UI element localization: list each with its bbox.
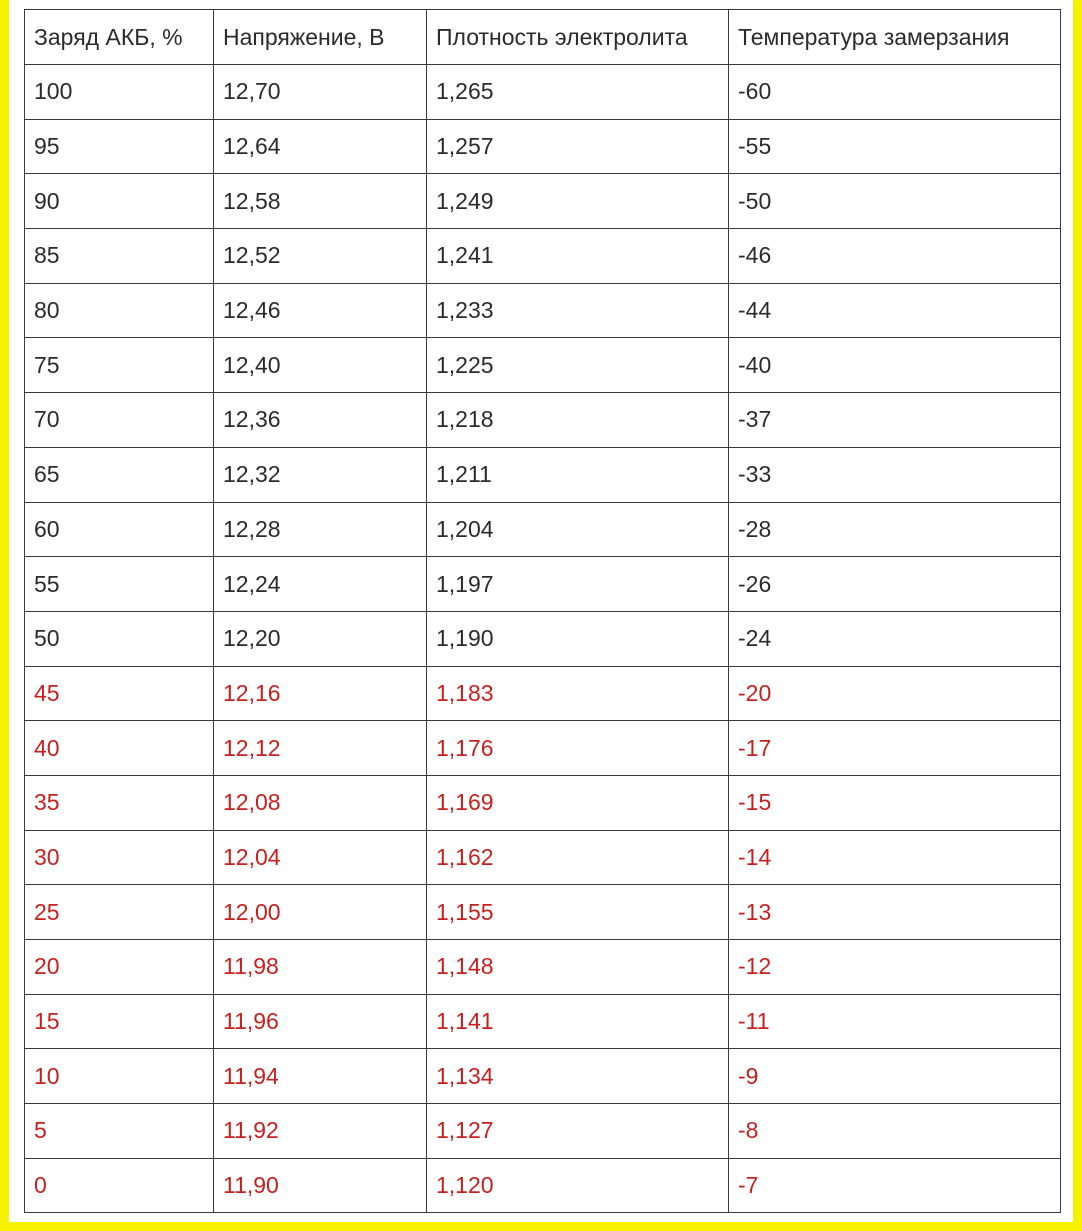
cell-density: 1,218 [427, 393, 729, 448]
cell-voltage: 11,92 [214, 1104, 427, 1159]
cell-charge: 75 [25, 338, 214, 393]
cell-density: 1,127 [427, 1104, 729, 1159]
cell-charge: 0 [25, 1158, 214, 1213]
cell-charge: 35 [25, 775, 214, 830]
yellow-bordered-frame [9, 0, 1073, 1222]
cell-voltage: 12,16 [214, 666, 427, 721]
cell-density: 1,176 [427, 721, 729, 776]
cell-charge: 25 [25, 885, 214, 940]
cell-charge: 40 [25, 721, 214, 776]
table-row [25, 611, 1061, 666]
header-freeze-temp: Температура замерзания [729, 10, 1061, 65]
cell-voltage: 11,98 [214, 940, 427, 995]
cell-freeze-temp: -60 [729, 65, 1061, 120]
cell-freeze-temp: -55 [729, 119, 1061, 174]
cell-freeze-temp: -17 [729, 721, 1061, 776]
cell-density: 1,155 [427, 885, 729, 940]
cell-freeze-temp: -28 [729, 502, 1061, 557]
cell-freeze-temp: -33 [729, 447, 1061, 502]
cell-density: 1,225 [427, 338, 729, 393]
cell-voltage: 12,46 [214, 283, 427, 338]
cell-freeze-temp: -11 [729, 994, 1061, 1049]
cell-density: 1,162 [427, 830, 729, 885]
battery-charge-table [24, 9, 1061, 1213]
table-row [25, 229, 1061, 284]
table-row [25, 338, 1061, 393]
cell-freeze-temp: -24 [729, 611, 1061, 666]
cell-charge: 30 [25, 830, 214, 885]
table-row [25, 940, 1061, 995]
cell-voltage: 12,64 [214, 119, 427, 174]
table-body [25, 65, 1061, 1213]
cell-density: 1,211 [427, 447, 729, 502]
table-row [25, 830, 1061, 885]
table-row [25, 721, 1061, 776]
table-row [25, 775, 1061, 830]
table-row [25, 119, 1061, 174]
cell-density: 1,197 [427, 557, 729, 612]
cell-density: 1,249 [427, 174, 729, 229]
table-row [25, 1104, 1061, 1159]
cell-freeze-temp: -50 [729, 174, 1061, 229]
cell-charge: 90 [25, 174, 214, 229]
header-voltage: Напряжение, В [214, 10, 427, 65]
cell-charge: 100 [25, 65, 214, 120]
cell-charge: 60 [25, 502, 214, 557]
cell-voltage: 12,40 [214, 338, 427, 393]
table-header-row [25, 10, 1061, 65]
table-row [25, 393, 1061, 448]
cell-voltage: 12,12 [214, 721, 427, 776]
cell-freeze-temp: -26 [729, 557, 1061, 612]
cell-charge: 65 [25, 447, 214, 502]
table-row [25, 1158, 1061, 1213]
table-row [25, 994, 1061, 1049]
cell-freeze-temp: -14 [729, 830, 1061, 885]
cell-charge: 45 [25, 666, 214, 721]
cell-density: 1,257 [427, 119, 729, 174]
cell-voltage: 12,28 [214, 502, 427, 557]
cell-charge: 50 [25, 611, 214, 666]
cell-freeze-temp: -9 [729, 1049, 1061, 1104]
cell-voltage: 11,94 [214, 1049, 427, 1104]
cell-freeze-temp: -46 [729, 229, 1061, 284]
cell-charge: 20 [25, 940, 214, 995]
cell-voltage: 12,36 [214, 393, 427, 448]
cell-freeze-temp: -7 [729, 1158, 1061, 1213]
cell-freeze-temp: -12 [729, 940, 1061, 995]
cell-density: 1,233 [427, 283, 729, 338]
cell-voltage: 12,52 [214, 229, 427, 284]
cell-charge: 80 [25, 283, 214, 338]
table-row [25, 502, 1061, 557]
cell-freeze-temp: -37 [729, 393, 1061, 448]
cell-voltage: 12,24 [214, 557, 427, 612]
header-charge: Заряд АКБ, % [25, 10, 214, 65]
cell-freeze-temp: -13 [729, 885, 1061, 940]
cell-density: 1,241 [427, 229, 729, 284]
cell-charge: 10 [25, 1049, 214, 1104]
cell-charge: 15 [25, 994, 214, 1049]
cell-freeze-temp: -44 [729, 283, 1061, 338]
cell-freeze-temp: -15 [729, 775, 1061, 830]
table-row [25, 557, 1061, 612]
cell-voltage: 12,70 [214, 65, 427, 120]
table-row [25, 447, 1061, 502]
cell-charge: 55 [25, 557, 214, 612]
cell-charge: 70 [25, 393, 214, 448]
cell-density: 1,183 [427, 666, 729, 721]
header-density: Плотность электролита [427, 10, 729, 65]
cell-density: 1,190 [427, 611, 729, 666]
cell-charge: 95 [25, 119, 214, 174]
table-row [25, 283, 1061, 338]
cell-density: 1,148 [427, 940, 729, 995]
cell-charge: 85 [25, 229, 214, 284]
cell-voltage: 12,08 [214, 775, 427, 830]
table-row [25, 65, 1061, 120]
cell-voltage: 12,20 [214, 611, 427, 666]
cell-voltage: 12,58 [214, 174, 427, 229]
cell-density: 1,120 [427, 1158, 729, 1213]
cell-voltage: 11,96 [214, 994, 427, 1049]
cell-freeze-temp: -20 [729, 666, 1061, 721]
cell-density: 1,204 [427, 502, 729, 557]
cell-freeze-temp: -40 [729, 338, 1061, 393]
cell-freeze-temp: -8 [729, 1104, 1061, 1159]
cell-density: 1,141 [427, 994, 729, 1049]
cell-density: 1,134 [427, 1049, 729, 1104]
cell-charge: 5 [25, 1104, 214, 1159]
cell-density: 1,169 [427, 775, 729, 830]
table-row [25, 174, 1061, 229]
cell-voltage: 12,04 [214, 830, 427, 885]
cell-voltage: 12,00 [214, 885, 427, 940]
cell-voltage: 12,32 [214, 447, 427, 502]
table-row [25, 885, 1061, 940]
cell-density: 1,265 [427, 65, 729, 120]
table-row [25, 666, 1061, 721]
cell-voltage: 11,90 [214, 1158, 427, 1213]
table-row [25, 1049, 1061, 1104]
